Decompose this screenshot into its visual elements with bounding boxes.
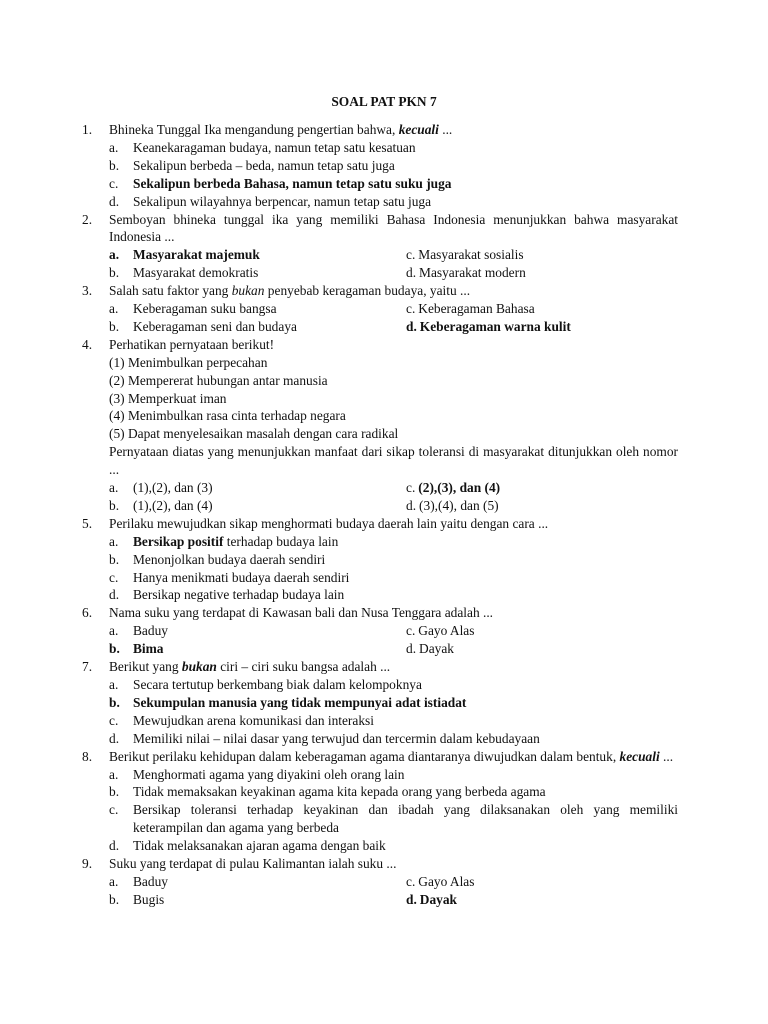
option-b: b. Sekalipun berbeda – beda, namun tetap satu juga — [109, 157, 395, 173]
statement-item: (5) Dapat menyelesaikan masalah dengan cara radikal — [109, 426, 399, 442]
question-2 — [82, 211, 678, 283]
option-list — [109, 766, 678, 856]
option-list — [109, 873, 678, 909]
statement-item: (4) Menimbulkan rasa cinta terhadap negara — [109, 408, 346, 424]
option-list — [109, 246, 678, 282]
question-text: Perilaku mewujudkan sikap menghormati budaya daerah lain yaitu dengan cara ... — [109, 515, 549, 531]
question-text: Berikut yang bukan ciri – ciri suku bangsa adalah ... — [109, 659, 391, 675]
option-c: c. Masyarakat sosialis — [406, 247, 524, 263]
question-text: Nama suku yang terdapat di Kawasan bali dan Nusa Tenggara adalah ... — [109, 605, 494, 621]
option-d: d. Masyarakat modern — [406, 265, 526, 281]
option-a: a. Masyarakat majemuk — [109, 247, 260, 263]
question-number: 8. — [82, 748, 93, 764]
option-d: d. Tidak melaksanakan ajaran agama dengan baik — [109, 838, 386, 854]
option-d: d. Memiliki nilai – nilai dasar yang terwujud dan tercermin dalam kebudayaan — [109, 730, 540, 746]
question-list — [82, 121, 678, 909]
page-title: SOAL PAT PKN 7 — [331, 94, 437, 109]
option-c: c. Mewujudkan arena komunikasi dan interaksi — [109, 712, 374, 728]
question-7 — [82, 658, 678, 748]
option-c: c. Bersikap toleransi terhadap keyakinan dan ibadah yang dilaksanakan oleh yang memiliki keterampilan dan agama yang berbeda — [109, 802, 678, 836]
question-number: 5. — [82, 515, 93, 531]
option-list — [109, 533, 678, 605]
question-text: Bhineka Tunggal Ika mengandung pengertian bahwa, kecuali ... — [109, 122, 453, 137]
option-a: a. Menghormati agama yang diyakini oleh orang lain — [109, 766, 405, 782]
option-b: b. Menonjolkan budaya daerah sendiri — [109, 551, 326, 567]
option-d: d. Keberagaman warna kulit — [406, 318, 571, 334]
statement-list — [109, 354, 678, 444]
option-list — [109, 139, 678, 211]
question-text: Semboyan bhineka tunggal ika yang memiliki Bahasa Indonesia menunjukkan bahwa masyarakat Indonesia ... — [109, 211, 678, 245]
question-number: 4. — [82, 336, 93, 352]
statement-item: (1) Menimbulkan perpecahan — [109, 354, 268, 370]
question-text: Salah satu faktor yang bukan penyebab keragaman budaya, yaitu ... — [109, 283, 471, 299]
question-number: 3. — [82, 283, 93, 299]
option-d: d. Dayak — [406, 641, 454, 657]
question-text: Berikut perilaku kehidupan dalam keberagaman agama diantaranya diwujudkan dalam bentuk, kecuali ... — [109, 748, 674, 764]
option-b: b. Bima — [109, 641, 164, 657]
question-prompt: Pernyataan diatas yang menunjukkan manfaat dari sikap toleransi di masyarakat ditunjukkan oleh nomor ... — [109, 444, 678, 478]
option-c: c. Gayo Alas — [406, 873, 475, 889]
question-8 — [82, 748, 678, 855]
option-d: d. (3),(4), dan (5) — [406, 497, 499, 513]
question-1 — [82, 121, 678, 211]
option-a: a. Baduy — [109, 623, 168, 639]
question-number: 2. — [82, 211, 93, 227]
option-a: a. Keanekaragaman budaya, namun tetap satu kesatuan — [109, 139, 416, 155]
question-text: Suku yang terdapat di pulau Kalimantan ialah suku ... — [109, 856, 397, 872]
question-number: 9. — [82, 856, 93, 872]
question-number: 6. — [82, 605, 93, 621]
question-4 — [82, 336, 678, 515]
option-list — [109, 300, 678, 336]
statement-item: (3) Memperkuat iman — [109, 390, 227, 406]
option-a: a. (1),(2), dan (3) — [109, 480, 213, 496]
option-b: b. Masyarakat demokratis — [109, 265, 259, 281]
option-list — [109, 622, 678, 658]
option-b: b. Bugis — [109, 891, 165, 907]
question-text: Perhatikan pernyataan berikut! — [109, 336, 275, 352]
option-c: c. Keberagaman Bahasa — [406, 301, 535, 317]
option-c: c. Hanya menikmati budaya daerah sendiri — [109, 569, 350, 585]
question-3 — [82, 282, 678, 336]
option-c: c. (2),(3), dan (4) — [406, 480, 501, 496]
question-9 — [82, 855, 678, 909]
option-b: b. Keberagaman seni dan budaya — [109, 318, 297, 334]
option-b: b. (1),(2), dan (4) — [109, 497, 213, 513]
option-list — [109, 479, 678, 515]
question-5 — [82, 515, 678, 605]
option-b: b. Tidak memaksakan keyakinan agama kita kepada orang yang berbeda agama — [109, 784, 546, 800]
option-d: d. Bersikap negative terhadap budaya lain — [109, 587, 345, 603]
question-number: 1. — [82, 122, 93, 137]
option-a: a. Baduy — [109, 873, 168, 889]
option-a: a. Keberagaman suku bangsa — [109, 301, 277, 317]
option-d: d. Dayak — [406, 891, 458, 907]
question-number: 7. — [82, 659, 93, 675]
option-d: d. Sekalipun wilayahnya berpencar, namun tetap satu juga — [109, 193, 432, 209]
statement-item: (2) Mempererat hubungan antar manusia — [109, 372, 328, 388]
option-c: c. Sekalipun berbeda Bahasa, namun tetap satu suku juga — [109, 175, 452, 191]
option-a: a. Secara tertutup berkembang biak dalam kelompoknya — [109, 676, 422, 692]
option-c: c. Gayo Alas — [406, 623, 475, 639]
option-a: a. Bersikap positif terhadap budaya lain — [109, 533, 339, 549]
option-b: b. Sekumpulan manusia yang tidak mempunyai adat istiadat — [109, 694, 467, 710]
option-list — [109, 676, 678, 748]
question-6 — [82, 604, 678, 658]
